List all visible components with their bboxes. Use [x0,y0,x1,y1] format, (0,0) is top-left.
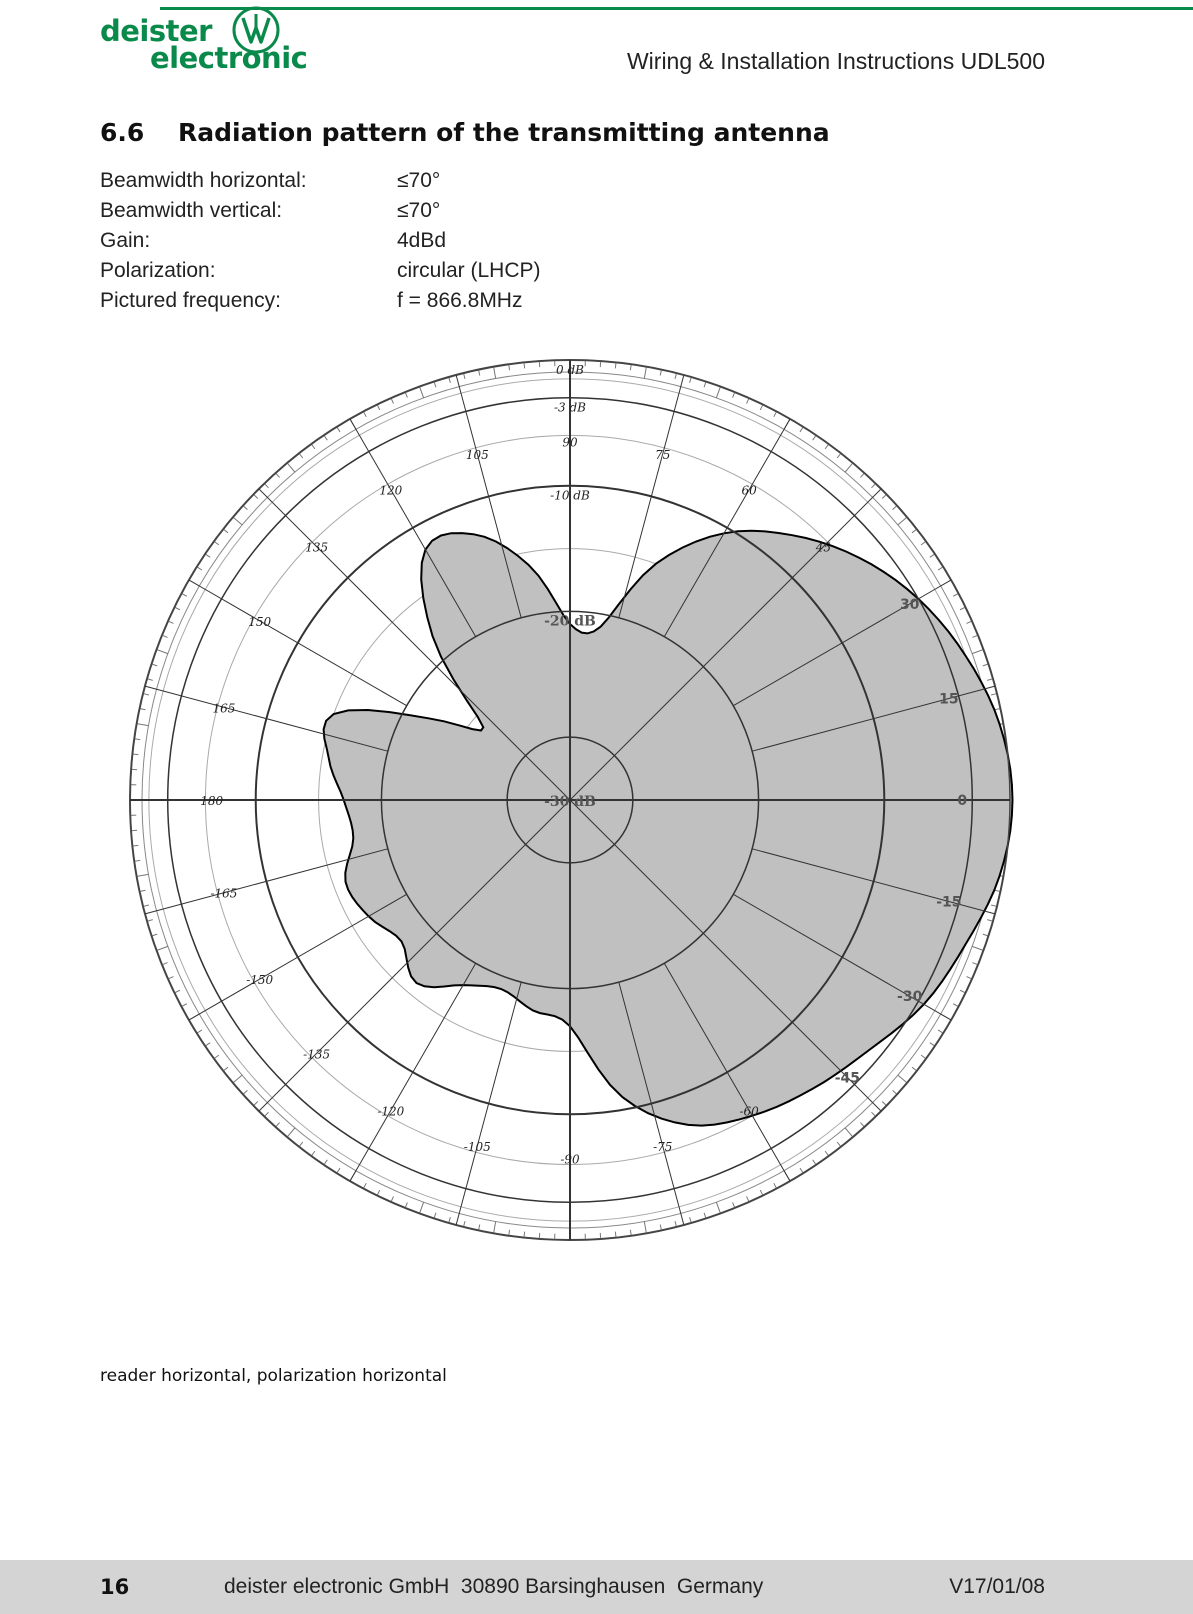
tick-mark [157,650,168,654]
tick-mark [991,694,997,695]
tick-mark [960,990,965,993]
tick-mark [912,1067,917,1071]
tick-mark [983,664,989,666]
tick-mark [760,1190,763,1195]
angle-label: -15 [936,894,962,911]
tick-mark [774,1183,777,1188]
angle-label: 0 [957,793,968,809]
tick-mark [882,1101,886,1105]
tick-mark [644,1221,646,1233]
radiation-pattern-chart [120,350,1020,1250]
angle-label: 120 [379,483,403,498]
angle-label: 105 [465,447,489,462]
logo-mark-icon [230,4,282,56]
tick-mark [147,679,153,681]
spec-value: 4dBd [397,229,447,252]
spec-value: circular (LHCP) [397,259,541,282]
spec-value: f = 866.8MHz [397,289,523,312]
footer-company: deister electronic GmbH 30890 Barsinghausen Germany [224,1575,764,1598]
tick-mark [966,977,971,979]
spec-row [100,226,541,256]
tick-mark [860,473,864,477]
tick-mark [898,517,907,525]
tick-mark [860,1123,864,1127]
angle-label: -75 [653,1140,673,1155]
angle-label: -90 [560,1152,580,1167]
tick-mark [524,1232,525,1238]
tick-mark [660,370,661,376]
tick-mark [287,463,295,472]
angle-label: -60 [739,1104,759,1119]
tick-mark [324,435,327,440]
db-scale-label: -20 dB [544,613,596,630]
tick-mark [987,679,993,681]
tick-mark [214,541,219,545]
spec-label: Beamwidth horizontal: [100,169,307,192]
tick-mark [893,1090,897,1094]
tick-mark [921,541,926,545]
angle-label: 180 [200,794,224,808]
angle-label: 30 [899,596,920,613]
tick-mark [137,874,149,876]
tick-mark [197,567,202,570]
tick-mark [205,554,210,557]
tick-mark [972,963,978,965]
tick-mark [233,517,242,525]
angle-label: -150 [246,973,274,988]
tick-mark [800,1168,803,1173]
tick-mark [991,905,997,906]
tick-mark [716,387,720,398]
tick-mark [893,506,897,510]
tick-mark [464,1221,465,1227]
tick-mark [337,1168,340,1173]
tick-mark [324,1160,327,1165]
tick-mark [704,1213,706,1219]
spec-row [100,286,541,316]
tick-mark [420,1202,424,1213]
tick-mark [871,483,875,487]
tick-mark [845,463,853,472]
tick-mark [214,1055,219,1059]
chart-caption: reader horizontal, polarization horizontal [100,1366,447,1386]
tick-mark [377,405,380,410]
tick-mark [434,1213,436,1219]
tick-mark [287,1128,295,1137]
tick-mark [716,1202,720,1213]
page-footer [0,1560,1193,1614]
tick-mark [405,392,407,398]
tick-mark [825,1151,829,1156]
radiation-pattern-series [324,531,1013,1126]
tick-mark [615,362,616,368]
angle-label: -135 [303,1047,331,1062]
angle-label: 90 [562,435,578,450]
tick-mark [264,483,268,487]
tick-mark [162,963,168,965]
tick-mark [813,1160,816,1165]
tick-mark [391,398,393,403]
document-title: Wiring & Installation Instructions UDL500 [626,48,1045,74]
tick-mark [995,890,1001,891]
tick-mark [152,664,158,666]
angle-spoke [259,933,437,1111]
spec-value: ≤70° [397,199,441,222]
tick-mark [675,1221,676,1227]
tick-mark [938,567,943,570]
tick-mark [132,845,138,846]
tick-mark [995,709,1001,710]
spec-row [100,196,541,226]
spec-label: Beamwidth vertical: [100,199,283,222]
tick-mark [143,694,149,695]
tick-mark [311,444,315,449]
angle-spoke [456,982,521,1225]
angle-label: 60 [741,483,757,498]
tick-mark [168,621,173,623]
tick-mark [449,377,451,383]
tick-mark [197,1030,202,1033]
spec-list [100,166,541,316]
spec-value: ≤70° [397,169,441,192]
tick-mark [140,890,146,891]
tick-mark [434,382,436,388]
tick-mark [644,367,646,379]
tick-mark [690,1217,692,1223]
tick-mark [930,554,935,557]
tick-mark [882,494,886,498]
db-scale-label: -10 dB [550,488,590,503]
tick-mark [921,1055,926,1059]
spec-label: Gain: [100,229,151,252]
section-number: 6.6 [100,118,145,147]
tick-mark [223,529,228,533]
tick-mark [253,1101,257,1105]
tick-mark [223,1067,228,1071]
tick-mark [299,453,303,458]
spec-label: Pictured frequency: [100,289,281,312]
tick-mark [363,412,366,417]
tick-mark [162,635,168,637]
angle-label: -165 [210,886,238,901]
tick-mark [143,905,149,906]
tick-mark [825,444,829,449]
tick-mark [983,934,989,936]
angle-label: 165 [212,701,236,716]
tick-mark [690,377,692,383]
angle-label: 135 [305,540,329,555]
tick-mark [494,1221,496,1233]
tick-mark [747,1196,749,1201]
tick-mark [837,1142,841,1147]
tick-mark [660,1225,661,1231]
section-title-text: Radiation pattern of the transmitting antenna [178,118,830,147]
tick-mark [845,1128,853,1137]
spec-row [100,166,541,196]
tick-mark [363,1183,366,1188]
tick-mark [276,1123,280,1127]
angle-label: -105 [463,1140,491,1155]
tick-mark [299,1142,303,1147]
tick-mark [987,920,993,922]
angle-label: 15 [939,691,959,708]
tick-mark [182,1004,187,1007]
tick-mark [953,1004,958,1007]
tick-mark [464,373,465,379]
tick-mark [243,506,247,510]
tick-mark [420,387,424,398]
tick-mark [205,1043,210,1046]
tick-mark [747,398,749,403]
angle-label: -120 [377,1104,405,1119]
tick-mark [871,1112,875,1116]
tick-mark [233,1075,242,1083]
tick-mark [774,412,777,417]
tick-mark [837,453,841,458]
tick-mark [152,934,158,936]
spec-row [100,256,541,286]
db-scale-label: -30 dB [544,794,596,810]
footer-version: V17/01/08 [949,1575,1045,1598]
header-rule [160,7,1193,10]
page-number: 16 [100,1575,130,1599]
angle-label: -45 [834,1070,860,1087]
tick-mark [972,650,983,654]
tick-mark [243,1090,247,1094]
tick-mark [972,946,983,950]
logo-text-line2: electronic [150,41,308,75]
angle-label: 45 [815,540,831,555]
tick-mark [175,607,180,610]
angle-spoke [259,489,437,667]
tick-mark [494,367,496,379]
tick-mark [449,1217,451,1223]
tick-mark [132,754,138,755]
tick-mark [276,473,280,477]
angle-label: 75 [655,447,671,462]
tick-mark [615,1232,616,1238]
tick-mark [337,427,340,432]
tick-mark [733,392,735,398]
tick-mark [733,1202,735,1208]
tick-mark [182,593,187,596]
tick-mark [760,405,763,410]
tick-mark [800,427,803,432]
tick-mark [898,1075,907,1083]
tick-mark [953,593,958,596]
tick-mark [479,370,480,376]
tick-mark [157,946,168,950]
tick-mark [938,1030,943,1033]
tick-mark [391,1196,393,1201]
tick-mark [704,382,706,388]
tick-mark [147,920,153,922]
db-scale-label: -3 dB [553,400,587,415]
tick-mark [253,494,257,498]
tick-mark [479,1225,480,1231]
tick-mark [675,373,676,379]
tick-mark [137,724,149,726]
tick-mark [912,529,917,533]
tick-mark [524,362,525,368]
angle-label: -30 [897,989,923,1006]
tick-mark [960,607,965,610]
tick-mark [168,977,173,979]
db-scale-label: 0 dB [556,363,584,377]
tick-mark [175,990,180,993]
tick-mark [405,1202,407,1208]
tick-mark [813,435,816,440]
spec-label: Polarization: [100,259,216,282]
tick-mark [972,635,978,637]
tick-mark [377,1190,380,1195]
tick-mark [930,1043,935,1046]
tick-mark [140,709,146,710]
section-heading [100,118,830,147]
company-logo [100,14,310,76]
logo-text-line1: deister [100,14,212,48]
angle-label: 150 [248,614,272,629]
tick-mark [311,1151,315,1156]
tick-mark [264,1112,268,1116]
tick-mark [966,621,971,623]
